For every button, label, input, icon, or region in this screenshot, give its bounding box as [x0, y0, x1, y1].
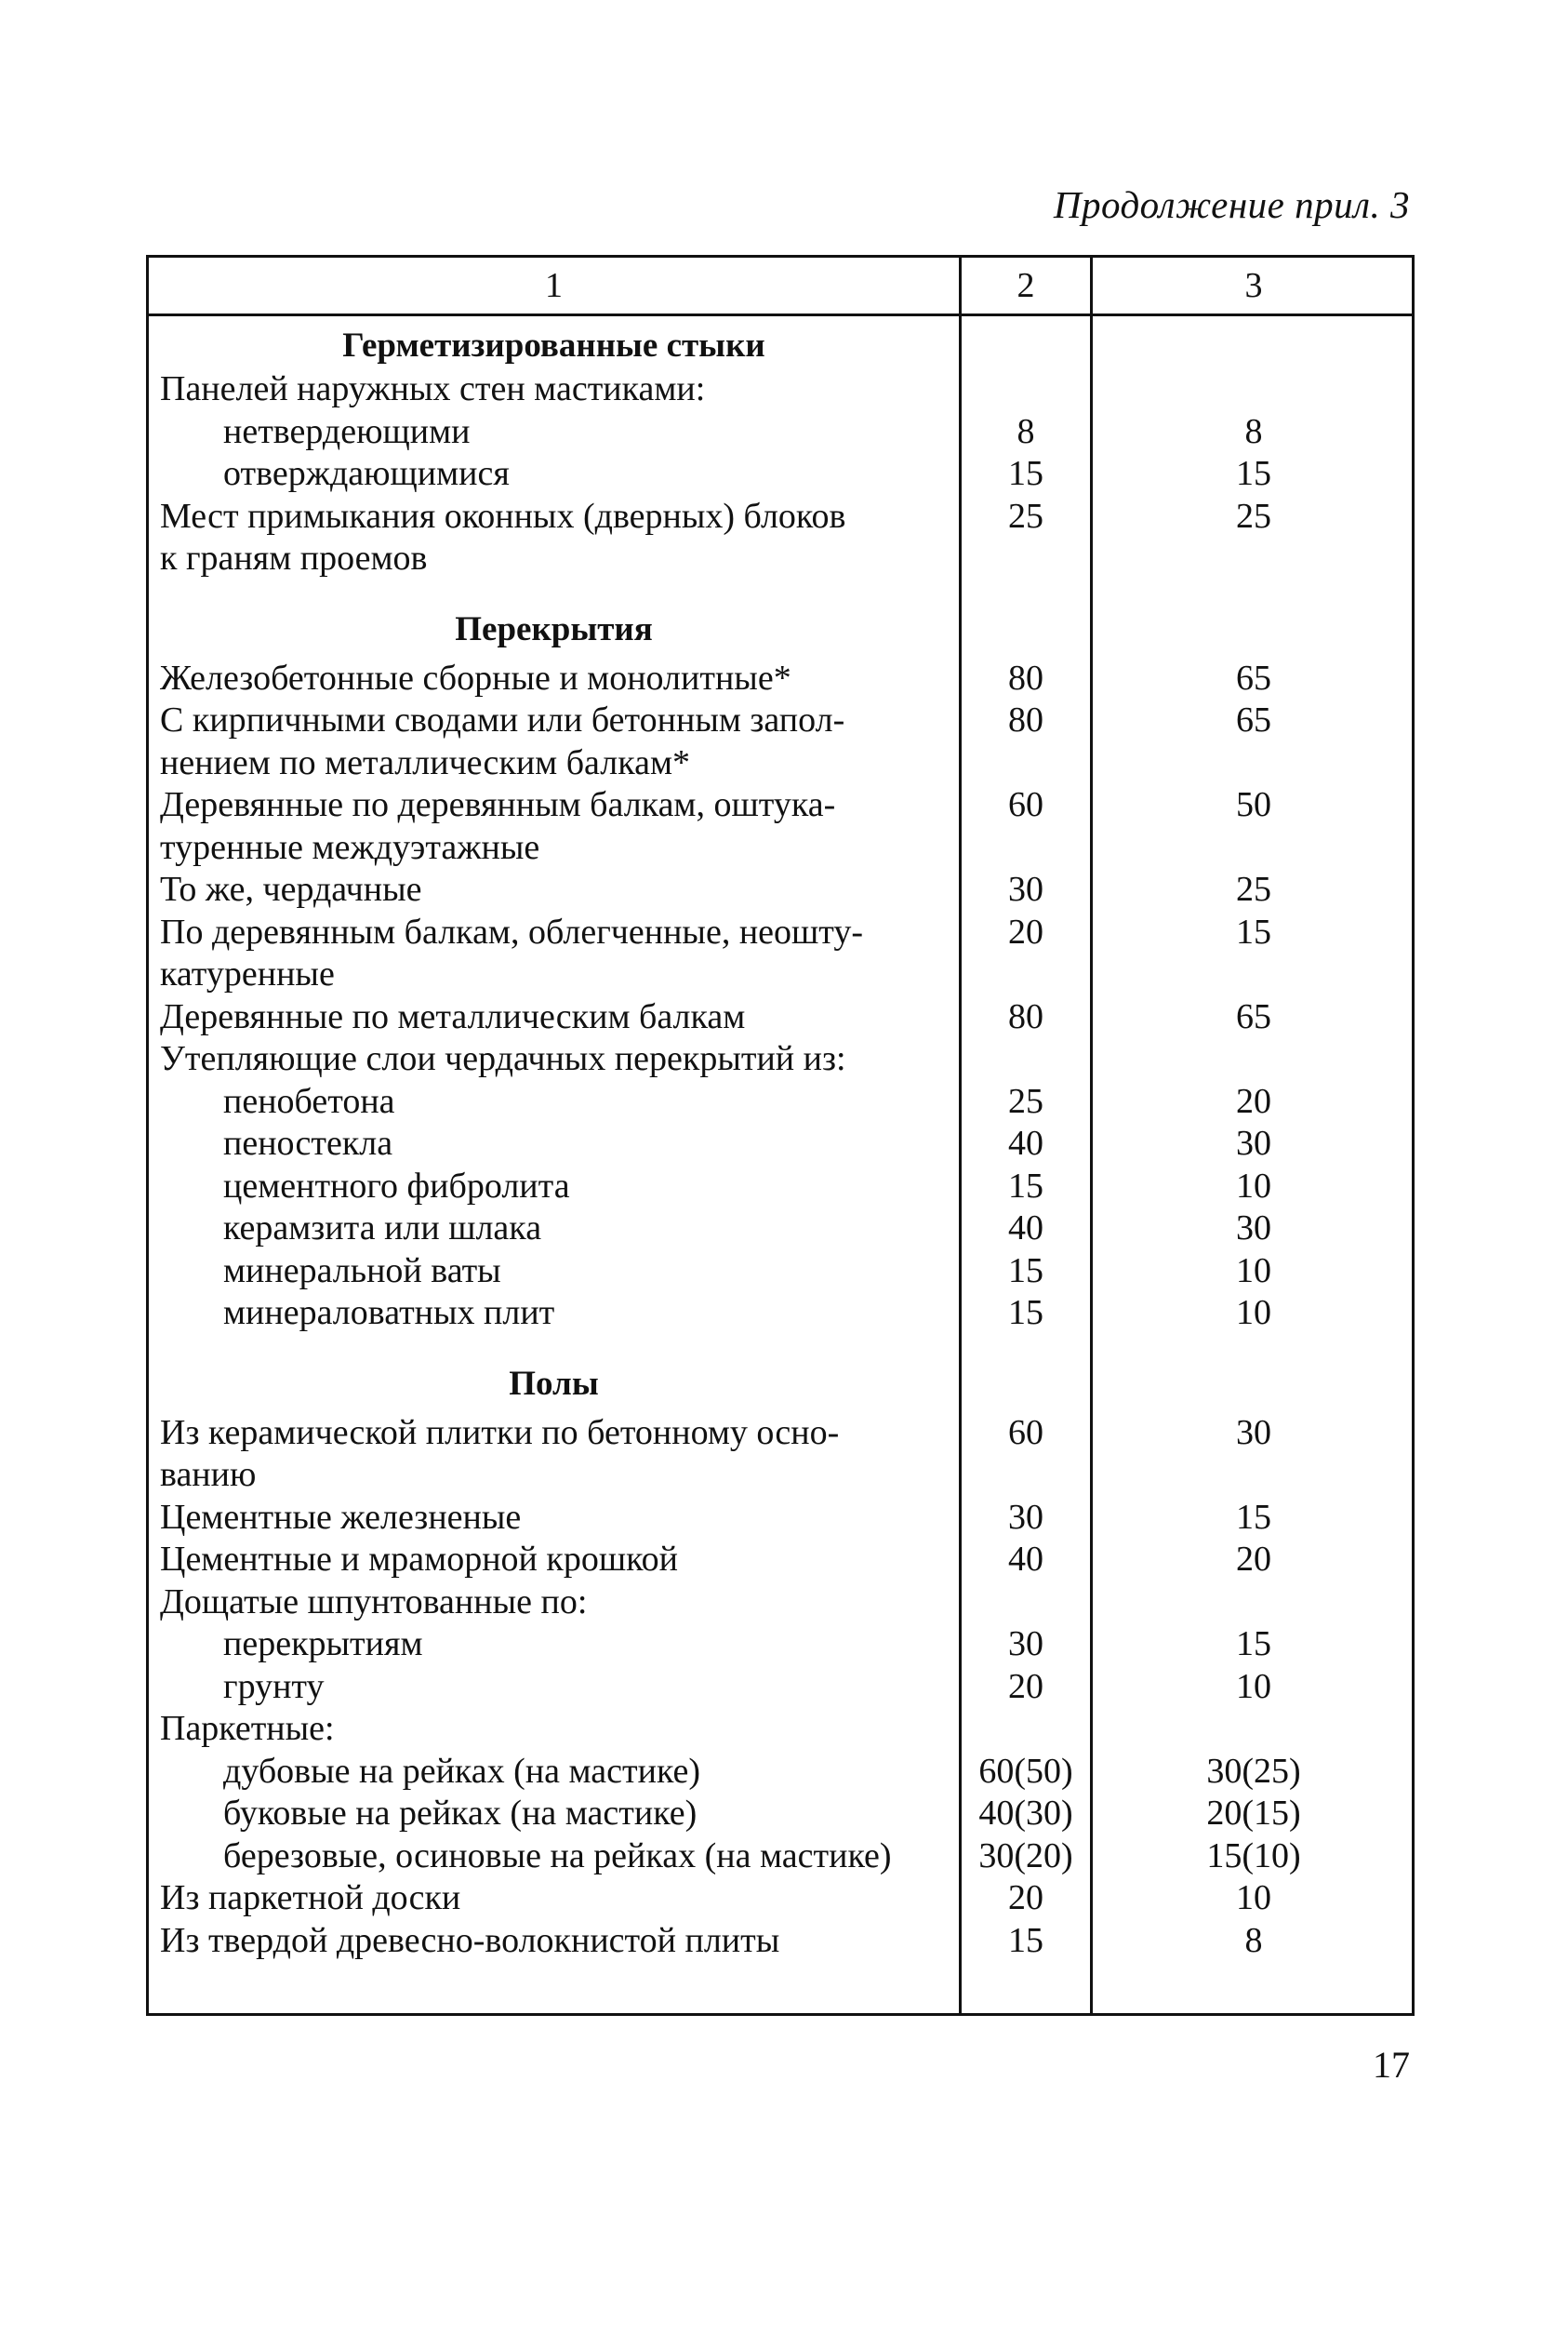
row-value-col3: 25 [1236, 496, 1271, 536]
row-value-col2: 15 [1008, 1166, 1043, 1206]
row-label: нением по металлическим балкам* [160, 742, 690, 782]
section-heading-row [149, 316, 1412, 368]
table-row [149, 1708, 1412, 1751]
row-value-col2: 30 [1008, 870, 1043, 909]
row-label: Панелей наружных стен мастиками: [160, 369, 706, 408]
table-row [149, 912, 1412, 954]
row-label: Цементные железненые [160, 1497, 522, 1537]
row-subitem-label: минеральной ваты [223, 1250, 501, 1290]
row-subitem-label: нетвердеющими [223, 411, 471, 451]
row-value-col2: 40 [1008, 1540, 1043, 1579]
row-label: Дощатые шпунтованные по: [160, 1581, 588, 1621]
table-row [149, 1454, 1412, 1497]
row-value-col3: 10 [1236, 1166, 1271, 1206]
table-row [149, 1539, 1412, 1581]
table-row [149, 742, 1412, 785]
table-row [149, 954, 1412, 996]
row-value-col3: 15 [1236, 1497, 1271, 1537]
row-subitem-label: пенобетона [223, 1081, 395, 1121]
row-value-col2: 15 [1008, 454, 1043, 493]
row-value-col2: 30 [1008, 1497, 1043, 1537]
row-value-col3: 10 [1236, 1250, 1271, 1290]
row-value-col3: 15 [1236, 912, 1271, 952]
row-subitem-label: цементного фибролита [223, 1166, 570, 1206]
row-label: Из твердой древесно-волокнистой плиты [160, 1920, 780, 1960]
row-value-col2: 30(20) [978, 1835, 1073, 1875]
row-value-col2: 15 [1008, 1250, 1043, 1290]
row-label: туренные междуэтажные [160, 827, 540, 867]
table-row [149, 1877, 1412, 1920]
table-row [149, 538, 1412, 580]
section-title: Полы [509, 1364, 599, 1403]
row-value-col2: 60(50) [978, 1751, 1073, 1791]
table-row [149, 453, 1412, 496]
row-value-col3: 10 [1236, 1293, 1271, 1332]
table-row [149, 1623, 1412, 1666]
row-value-col2: 20 [1008, 1878, 1043, 1917]
table-row [149, 496, 1412, 539]
row-value-col3: 65 [1236, 700, 1271, 740]
table-row [149, 1581, 1412, 1624]
row-value-col2: 80 [1008, 658, 1043, 698]
row-value-col3: 25 [1236, 870, 1271, 909]
row-subitem-label: буковые на рейках (на мастике) [223, 1794, 698, 1833]
row-label: катуренные [160, 954, 335, 994]
table-row [149, 1292, 1412, 1335]
row-value-col2: 60 [1008, 785, 1043, 824]
row-label: Паркетные: [160, 1709, 335, 1748]
table-row [149, 1250, 1412, 1293]
row-value-col3: 8 [1244, 411, 1263, 451]
row-value-col2: 40(30) [978, 1794, 1073, 1833]
table-row [149, 1081, 1412, 1124]
row-value-col3: 30 [1236, 1208, 1271, 1247]
section-heading-row [149, 1356, 1412, 1412]
row-subitem-label: грунту [223, 1666, 325, 1706]
row-value-col2: 20 [1008, 1666, 1043, 1706]
row-value-col3: 20 [1236, 1081, 1271, 1121]
table-row [149, 827, 1412, 870]
row-value-col3: 20(15) [1206, 1794, 1301, 1833]
row-value-col3: 20 [1236, 1540, 1271, 1579]
table-row [149, 1835, 1412, 1878]
row-label: Деревянные по деревянным балкам, оштука- [160, 785, 836, 824]
row-label: То же, чердачные [160, 870, 422, 909]
continuation-caption: Продолжение прил. 3 [1053, 183, 1410, 226]
row-label: Деревянные по металлическим балкам [160, 996, 746, 1036]
row-value-col2: 25 [1008, 1081, 1043, 1121]
table-row [149, 368, 1412, 411]
data-table [146, 255, 1415, 2016]
row-value-col3: 30 [1236, 1124, 1271, 1163]
table-row [149, 1412, 1412, 1455]
row-subitem-label: пеностекла [223, 1124, 393, 1163]
row-value-col2: 30 [1008, 1624, 1043, 1663]
table-row [149, 658, 1412, 700]
table-row [149, 1166, 1412, 1208]
table-row [149, 1038, 1412, 1081]
section-title: Герметизированные стыки [342, 327, 765, 365]
row-subitem-label: березовые, осиновые на рейках (на мастике) [223, 1835, 892, 1875]
row-label: Цементные и мраморной крошкой [160, 1540, 678, 1579]
row-value-col2: 80 [1008, 700, 1043, 740]
table-body [149, 316, 1412, 1962]
row-value-col2: 20 [1008, 912, 1043, 952]
row-value-col2: 80 [1008, 996, 1043, 1036]
table-row [149, 784, 1412, 827]
row-label: Мест примыкания оконных (дверных) блоков [160, 496, 846, 536]
row-value-col2: 15 [1008, 1920, 1043, 1960]
page-number: 17 [1373, 2044, 1410, 2086]
row-value-col2: 15 [1008, 1293, 1043, 1332]
row-subitem-label: керамзита или шлака [223, 1208, 542, 1247]
row-spacer [149, 1335, 1412, 1356]
row-label: ванию [160, 1455, 257, 1494]
row-label: С кирпичными сводами или бетонным запол- [160, 700, 845, 740]
table-row [149, 1793, 1412, 1835]
row-label: Утепляющие слои чердачных перекрытий из: [160, 1039, 846, 1078]
row-label: Из керамической плитки по бетонному осно- [160, 1412, 840, 1452]
table-row [149, 1751, 1412, 1794]
row-subitem-label: перекрытиям [223, 1624, 423, 1663]
row-value-col3: 30 [1236, 1412, 1271, 1452]
row-spacer [149, 580, 1412, 602]
row-label: По деревянным балкам, облегченные, неошту- [160, 912, 864, 952]
row-value-col3: 15 [1236, 454, 1271, 493]
row-value-col3: 15 [1236, 1624, 1271, 1663]
row-value-col2: 8 [1017, 411, 1035, 451]
row-value-col3: 65 [1236, 658, 1271, 698]
table-row [149, 1920, 1412, 1963]
row-value-col2: 60 [1008, 1412, 1043, 1452]
table-row [149, 1497, 1412, 1540]
row-value-col2: 25 [1008, 496, 1043, 536]
row-value-col3: 10 [1236, 1878, 1271, 1917]
row-value-col3: 10 [1236, 1666, 1271, 1706]
table-row [149, 1123, 1412, 1166]
table-row [149, 700, 1412, 742]
row-value-col3: 65 [1236, 996, 1271, 1036]
table-row [149, 1207, 1412, 1250]
row-subitem-label: дубовые на рейках (на мастике) [223, 1751, 701, 1791]
column-header-2: 2 [1017, 266, 1035, 305]
row-value-col2: 40 [1008, 1208, 1043, 1247]
section-title: Перекрытия [455, 609, 653, 648]
section-heading-row [149, 602, 1412, 658]
column-header-1: 1 [545, 266, 563, 305]
row-subitem-label: отверждающимися [223, 454, 510, 493]
column-header-3: 3 [1244, 266, 1263, 305]
row-label: Железобетонные сборные и монолитные* [160, 658, 791, 698]
table-row [149, 996, 1412, 1039]
row-value-col3: 30(25) [1206, 1751, 1301, 1791]
table-row [149, 1666, 1412, 1709]
row-value-col3: 15(10) [1206, 1835, 1301, 1875]
row-value-col2: 40 [1008, 1124, 1043, 1163]
row-subitem-label: минераловатных плит [223, 1293, 555, 1332]
table-row [149, 411, 1412, 454]
row-label: к граням проемов [160, 539, 428, 578]
row-label: Из паркетной доски [160, 1878, 461, 1917]
table-row [149, 869, 1412, 912]
row-value-col3: 50 [1236, 785, 1271, 824]
row-value-col3: 8 [1244, 1920, 1263, 1960]
